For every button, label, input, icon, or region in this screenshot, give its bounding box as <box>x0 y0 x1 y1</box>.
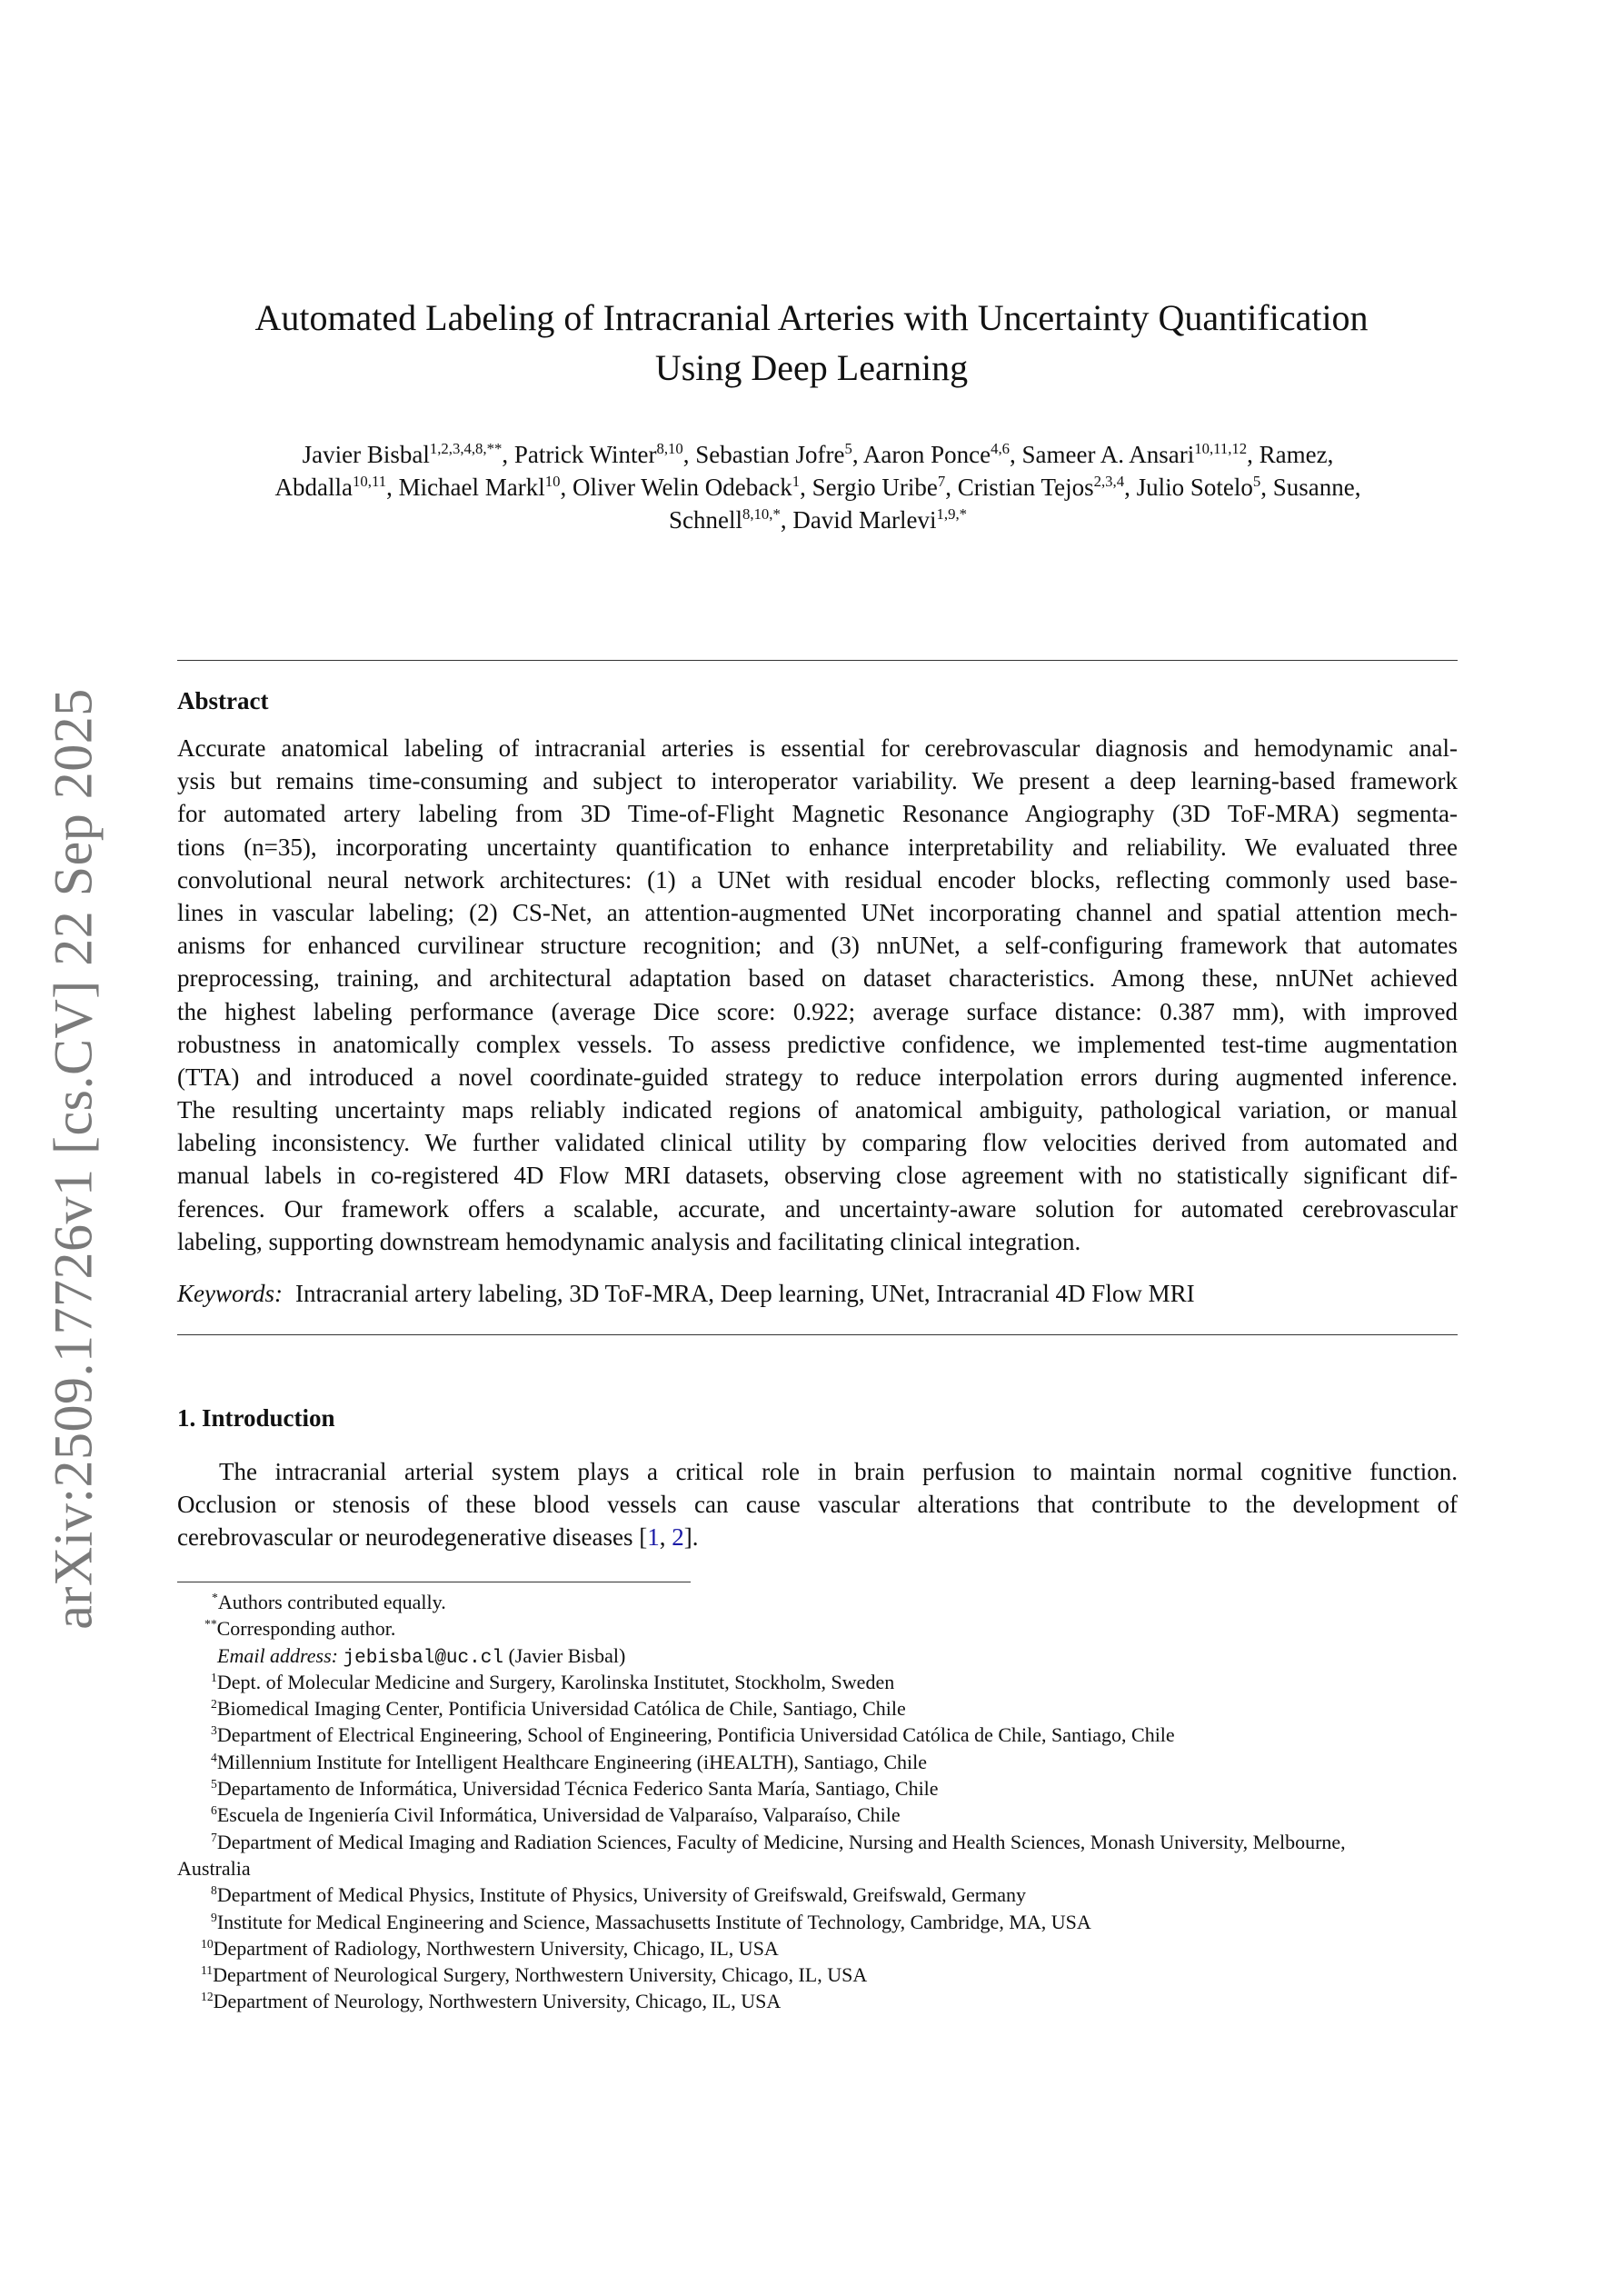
author-name: David Marlevi <box>792 506 937 534</box>
affiliation-number: 10 <box>201 1936 214 1951</box>
affiliation-text: Department of Medical Physics, Institute of Physics, University of Greifswald, Greifswald, Germany <box>216 1883 1027 1907</box>
author-name: Susanne <box>1272 474 1355 501</box>
abstract-heading: Abstract <box>177 687 269 714</box>
abstract-line: ysis but remains time-consuming and subject to interoperator variability. We present a deep learning-based framework <box>177 767 1458 795</box>
section-heading-introduction: 1. Introduction <box>177 1404 335 1432</box>
author-name: Michael Markl <box>398 474 545 501</box>
author-name: Ramez <box>1259 441 1328 468</box>
affiliation-footnote <box>177 1669 1458 1695</box>
author-affiliation-marks: 1,2,3,4,8,** <box>429 439 503 457</box>
affiliation-number: 11 <box>201 1962 214 1977</box>
affiliation-footnote <box>177 1802 1458 1828</box>
affiliation-footnote <box>177 1962 1458 1988</box>
abstract-line: anisms for enhanced curvilinear structure recognition; and (3) nnUNet, a self-configuring framework that automates <box>177 932 1458 960</box>
author-name: Sergio Uribe <box>812 474 938 501</box>
affiliation-number: 1 <box>211 1670 217 1684</box>
affiliation-footnote <box>177 1988 1458 2014</box>
author-name: Sebastian Jofre <box>695 441 845 468</box>
abstract-line: for automated artery labeling from 3D Time-of-Flight Magnetic Resonance Angiography (3D ToF-MRA) segmenta- <box>177 800 1458 828</box>
affiliation-text: Department of Medical Imaging and Radiation Sciences, Faculty of Medicine, Nursing and Health Sciences, Monash University, Melbourne, <box>216 1830 1346 1853</box>
author-line: Schnell$^{8,10,*}$, David Marlevi$^{1,9,*}$ <box>668 504 967 534</box>
author-affiliation-marks: 8,10,* <box>742 504 781 523</box>
author-affiliation-marks: 10 <box>544 472 561 490</box>
affiliation-text: Escuela de Ingeniería Civil Informática, Universidad de Valparaíso, Valparaíso, Chile <box>216 1803 901 1827</box>
author-name: Aaron Ponce <box>862 441 991 468</box>
email-owner: (Javier Bisbal) <box>508 1643 626 1667</box>
abstract-line: lines in vascular labeling; (2) CS-Net, an attention-augmented UNet incorporating channel and spatial attention mech- <box>177 898 1458 926</box>
intro-text: , <box>659 1523 672 1552</box>
affiliation-text: Dept. of Molecular Medicine and Surgery, Karolinska Institutet, Stockholm, Sweden <box>216 1670 895 1693</box>
abstract-body <box>177 732 1458 1258</box>
intro-line: Occlusion or stenosis of these blood vessels can cause vascular alterations that contribute to the development of <box>177 1491 1458 1519</box>
bottom-rule <box>177 1334 1458 1335</box>
footnote-text: Authors contributed equally. <box>217 1591 446 1613</box>
author-name: Oliver Welin Odeback <box>573 474 792 501</box>
affiliation-text: Department of Radiology, Northwestern University, Chicago, IL, USA <box>213 1936 779 1960</box>
abstract-line: Accurate anatomical labeling of intracranial arteries is essential for cerebrovascular diagnosis and hemodynamic anal- <box>177 734 1458 762</box>
affiliation-text: Department of Neurological Surgery, Northwestern University, Chicago, IL, USA <box>213 1963 868 1987</box>
intro-text: ]. <box>683 1523 699 1552</box>
abstract-line: (TTA) and introduced a novel coordinate-guided strategy to reduce interpolation errors during augmented inference. <box>177 1063 1458 1091</box>
abstract-line: labeling inconsistency. We further validated clinical utility by comparing flow velocities derived from automated and <box>177 1129 1458 1157</box>
email-address[interactable]: jebisbal@uc.cl <box>343 1647 503 1669</box>
footnote-mark: * <box>212 1590 218 1604</box>
author-name: Abdalla <box>274 474 353 501</box>
author-affiliation-marks: 1 <box>792 472 801 490</box>
author-affiliation-marks: 10,11,12 <box>1194 439 1248 457</box>
author-name: Julio Sotelo <box>1136 474 1253 501</box>
email-label: Email address: <box>217 1643 339 1667</box>
affiliation-text: Biomedical Imaging Center, Pontificia Universidad Católica de Chile, Santiago, Chile <box>216 1697 906 1721</box>
affiliation-number: 7 <box>211 1830 217 1844</box>
affiliation-number: 5 <box>211 1776 217 1791</box>
author-name: Sameer A. Ansari <box>1021 441 1195 468</box>
author-line: Javier Bisbal$^{1,2,3,4,8,**}$, Patrick Winter$^{8,10}$, Sebastian Jofre$^5$, Aaron Ponce$^{4,6}$, Sameer A. Ansari$^{10,11,12}$, Ramez, <box>302 439 1334 468</box>
affiliation-continuation: Australia <box>177 1856 251 1880</box>
keywords-text: Intracranial artery labeling, 3D ToF-MRA, Deep learning, UNet, Intracranial 4D Flow MRI <box>295 1280 1195 1307</box>
affiliation-footnote <box>177 1829 1458 1855</box>
affiliation-text: Departamento de Informática, Universidad Técnica Federico Santa María, Santiago, Chile <box>216 1777 939 1801</box>
author-affiliation-marks: 7 <box>937 472 946 490</box>
paper-title <box>0 293 1623 393</box>
affiliation-text: Millennium Institute for Intelligent Healthcare Engineering (iHEALTH), Santiago, Chile <box>216 1750 928 1773</box>
keywords <box>177 1277 1195 1310</box>
introduction-body <box>177 1455 1458 1554</box>
title-line: Automated Labeling of Intracranial Arteries with Uncertainty Quantification <box>254 297 1369 338</box>
affiliation-footnote <box>177 1775 1458 1802</box>
footnote-mark: ** <box>204 1617 217 1632</box>
affiliation-footnote <box>177 1882 1458 1908</box>
top-rule <box>177 660 1458 661</box>
author-affiliation-marks: 10,11 <box>353 472 387 490</box>
affiliation-footnote <box>177 1695 1458 1722</box>
abstract-line: The resulting uncertainty maps reliably indicated regions of anatomical ambiguity, pathological variation, or manual <box>177 1096 1458 1124</box>
author-name: Javier Bisbal <box>302 441 430 468</box>
footnotes <box>177 1589 1458 2015</box>
footnote-equal-contribution <box>177 1589 1458 1615</box>
intro-text: cerebrovascular or neurodegenerative diseases [ <box>177 1523 648 1552</box>
abstract-line: manual labels in co-registered 4D Flow MRI datasets, observing close agreement with no statistically significant dif- <box>177 1162 1458 1190</box>
affiliation-footnote <box>177 1909 1458 1935</box>
affiliation-number: 6 <box>211 1803 217 1818</box>
author-affiliation-marks: 5 <box>1252 472 1261 490</box>
abstract-line: robustness in anatomically complex vessels. To assess predictive confidence, we implemented test-time augmentation <box>177 1030 1458 1058</box>
affiliation-number: 12 <box>201 1990 214 2004</box>
author-affiliation-marks: 4,6 <box>991 439 1010 457</box>
abstract-line: labeling, supporting downstream hemodynamic analysis and facilitating clinical integration. <box>177 1227 1081 1255</box>
abstract-line: tions (n=35), incorporating uncertainty quantification to enhance interpretability and reliability. We evaluated three <box>177 833 1458 861</box>
abstract-line: the highest labeling performance (average Dice score: 0.922; average surface distance: 0.387 mm), with improved <box>177 997 1458 1025</box>
author-list <box>173 438 1463 536</box>
author-name: Cristian Tejos <box>957 474 1094 501</box>
affiliation-text: Department of Electrical Engineering, School of Engineering, Pontificia Universidad Católica de Chile, Santiago, Chile <box>216 1723 1175 1747</box>
author-affiliation-marks: 8,10 <box>656 439 683 457</box>
footnote-email <box>177 1642 1458 1669</box>
affiliation-text: Department of Neurology, Northwestern University, Chicago, IL, USA <box>213 1990 782 2013</box>
title-line: Using Deep Learning <box>654 347 969 388</box>
footnote-corresponding <box>177 1615 1458 1642</box>
affiliation-footnote <box>177 1935 1458 1962</box>
keywords-label: Keywords: <box>177 1280 283 1307</box>
arxiv-identifier: arXiv:2509.17726v1 [cs.CV] 22 Sep 2025 <box>43 688 104 1630</box>
author-name: Patrick Winter <box>513 441 657 468</box>
abstract-line: ferences. Our framework offers a scalable, accurate, and uncertainty-aware solution for automated cerebrovascular <box>177 1194 1458 1223</box>
author-affiliation-marks: 1,9,* <box>936 504 967 523</box>
footnote-text: Corresponding author. <box>216 1617 396 1641</box>
affiliation-text: Institute for Medical Engineering and Science, Massachusetts Institute of Technology, Cambridge, MA, USA <box>216 1910 1091 1933</box>
author-affiliation-marks: 2,3,4 <box>1093 472 1125 490</box>
author-name: Schnell <box>668 506 742 534</box>
affiliation-footnote <box>177 1749 1458 1775</box>
author-line: Abdalla$^{10,11}$, Michael Markl$^{10}$, Oliver Welin Odeback$^1$, Sergio Uribe$^7$, Cristian Tejos$^{2,3,4}$, Julio Sotelo$^5$, Susanne, <box>274 472 1361 501</box>
intro-line <box>177 1521 1458 1553</box>
intro-line: The intracranial arterial system plays a critical role in brain perfusion to maintain normal cognitive function. <box>219 1458 1458 1485</box>
affiliation-number: 2 <box>211 1697 217 1712</box>
abstract-line: convolutional neural network architectures: (1) a UNet with residual encoder blocks, reflecting commonly used base- <box>177 865 1458 893</box>
affiliation-number: 4 <box>211 1750 217 1764</box>
author-affiliation-marks: 5 <box>844 439 852 457</box>
affiliation-number: 8 <box>211 1883 217 1898</box>
affiliation-number: 9 <box>211 1910 217 1924</box>
abstract-line: preprocessing, training, and architectural adaptation based on dataset characteristics. Among these, nnUNet achieved <box>177 964 1458 993</box>
affiliation-footnote <box>177 1722 1458 1748</box>
citation-link[interactable]: 2 <box>672 1523 684 1552</box>
affiliation-list <box>177 1669 1458 2015</box>
affiliation-number: 3 <box>211 1723 217 1738</box>
citation-link[interactable]: 1 <box>647 1523 660 1552</box>
